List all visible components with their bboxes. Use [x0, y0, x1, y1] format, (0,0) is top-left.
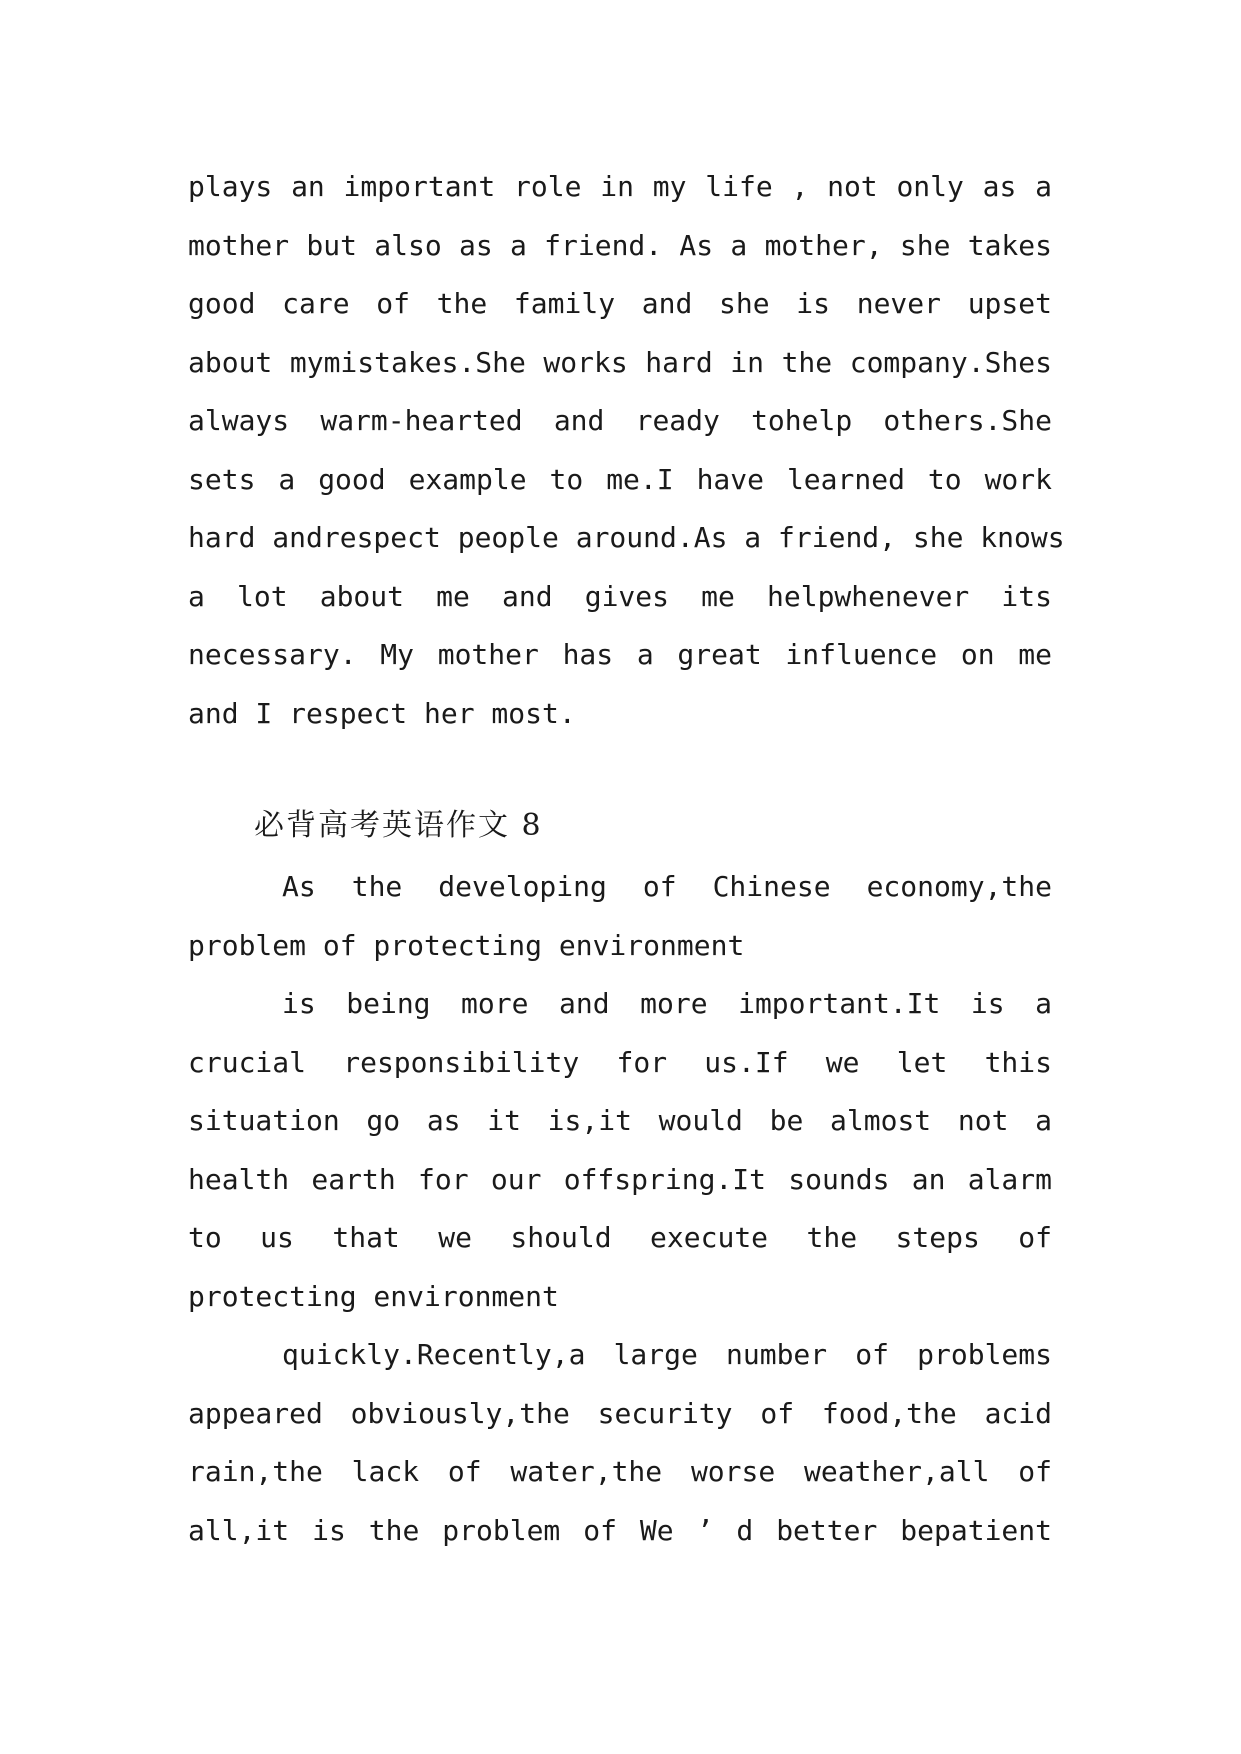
text-line: appeared obviously,the security of food,the acid	[188, 1396, 1052, 1430]
text-line: sets a good example to me.I have learned to work	[188, 462, 1052, 496]
text-line: quickly.Recently,a large number of problems	[282, 1338, 1052, 1371]
text-line: and I respect her most.	[188, 696, 576, 730]
text-line: mother but also as a friend. As a mother, she takes	[188, 228, 1052, 262]
text-line: health earth for our offspring.It sounds an alarm	[188, 1162, 1052, 1196]
text-line: crucial responsibility for us.If we let this	[188, 1045, 1052, 1079]
text-line: a lot about me and gives me helpwhenever its	[188, 579, 1052, 613]
text-line: plays an important role in my life , not only as a	[188, 170, 1052, 203]
text-line: hard andrespect people around.As a friend, she knows	[188, 521, 1065, 554]
text-line: always warm-hearted and ready tohelp others.She	[188, 404, 1052, 437]
section-heading: 必背高考英语作文 8	[254, 808, 543, 843]
text-line: protecting environment	[188, 1279, 559, 1313]
essay-paragraph-environment	[188, 858, 1052, 1560]
text-line: rain,the lack of water,the worse weather,all of	[188, 1455, 1052, 1488]
text-line: is being more and more important.It is a	[282, 987, 1052, 1020]
text-line: good care of the family and she is never upset	[188, 287, 1052, 320]
text-line: situation go as it is,it would be almost not a	[188, 1104, 1052, 1137]
text-line: to us that we should execute the steps of	[188, 1221, 1052, 1254]
text-line: As the developing of Chinese economy,the	[282, 870, 1052, 903]
text-line: about mymistakes.She works hard in the company.Shes	[188, 345, 1052, 379]
text-line: all,it is the problem of We ’ d better bepatient	[188, 1513, 1052, 1547]
essay-paragraph-mother	[188, 158, 1065, 743]
text-line: problem of protecting environment	[188, 928, 745, 962]
text-line: necessary. My mother has a great influence on me	[188, 638, 1052, 671]
